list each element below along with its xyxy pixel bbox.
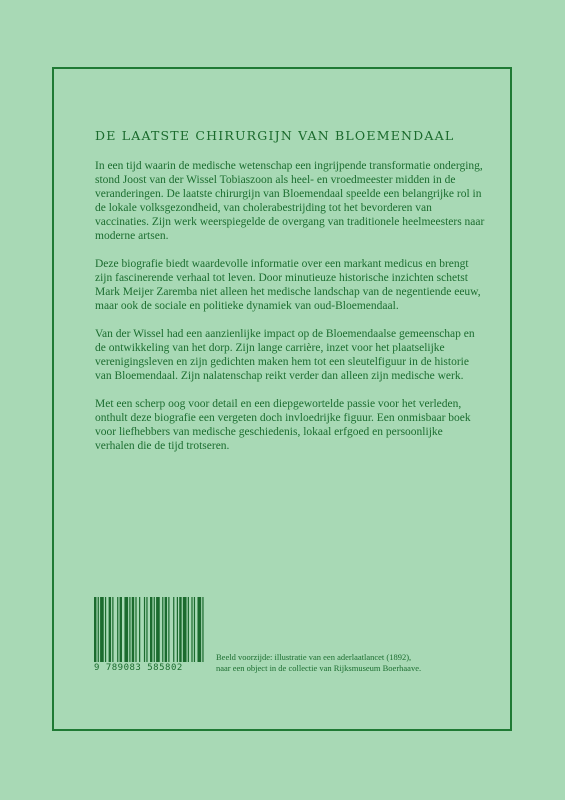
blurb-paragraph-3: Van der Wissel had een aanzienlijke impact op de Bloemendaalse gemeenschap en de ontwikkeling van het dorp. Zijn lange carrière, inzet voor het plaatselijke verenigingsleven en zijn gedichten maken hem tot een sleutelfiguur in de historie van Bloemendaal. Zijn nalatenschap reikt verder dan alleen zijn medische werk. [95,328,475,382]
blurb-paragraph-4: Met een scherp oog voor detail en een diepgewortelde passie voor het verleden, onthult deze biografie een vergeten doch invloedrijke figuur. Een onmisbaar boek voor liefhebbers van medische geschiedenis, lokaal erfgoed en persoonlijke verhalen die de tijd trotseren. [95,398,471,452]
blurb-paragraph-2: Deze biografie biedt waardevolle informatie over een markant medicus en brengt zijn fascinerende verhaal tot leven. Door minutieuze historische inzichten schetst Mark Meijer Zaremba niet alleen het medische landschap van de negentiende eeuw, maar ook de sociale en politieke dynamiek van oud-Bloemendaal. [95,258,481,312]
blurb [95,159,485,467]
book-title: DE LAATSTE CHIRURGIJN VAN BLOEMENDAAL [95,128,455,143]
image-credit [216,652,506,674]
image-credit-line-1: Beeld voorzijde: illustratie van een aderlaatlancet (1892), [216,652,412,662]
blurb-paragraph-1: In een tijd waarin de medische wetenschap een ingrijpende transformatie onderging, stond Joost van der Wissel Tobiaszoon als heel- en vroedmeester midden in de veranderingen. De laatste chirurgijn van Bloemendaal speelde een belangrijke rol in de lokale volksgezondheid, van cholerabestrijding tot het bevorderen van vaccinaties. Zijn werk weerspiegelde de overgang van traditionele heelmeesters naar moderne artsen. [95,160,485,242]
isbn-number: 9 789083 585802 [94,662,208,673]
image-credit-line-2: naar een object in de collectie van Rijksmuseum Boerhaave. [216,663,422,673]
